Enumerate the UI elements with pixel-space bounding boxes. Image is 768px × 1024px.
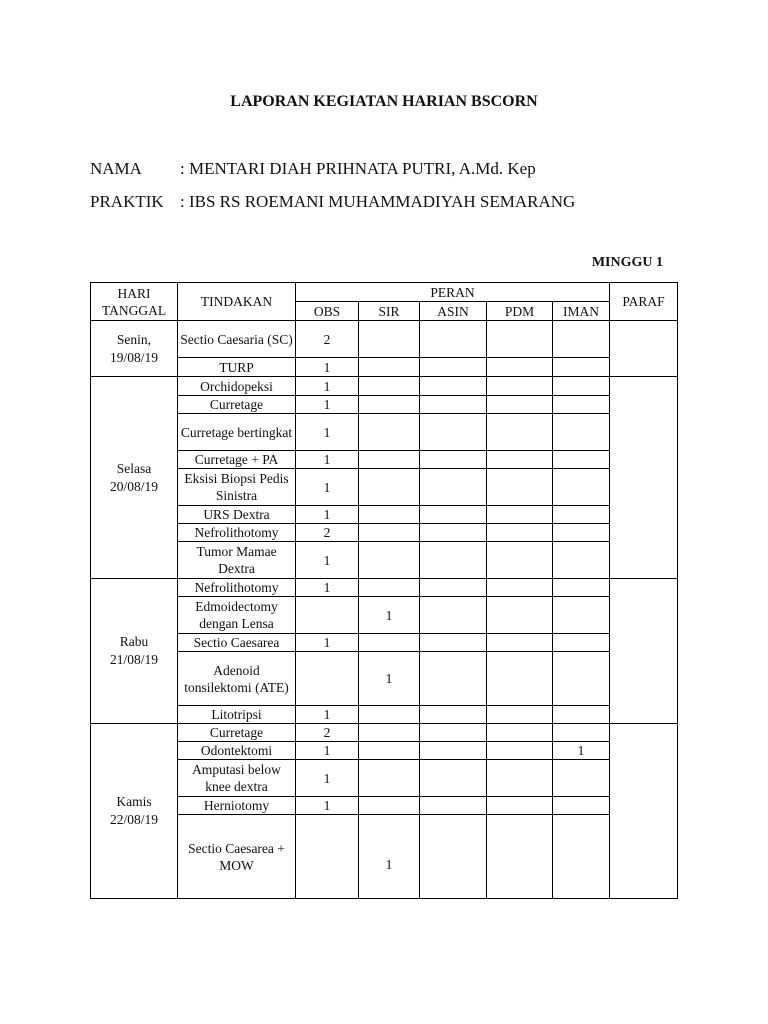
asin-cell — [420, 542, 487, 579]
iman-cell — [553, 414, 610, 451]
paraf-cell — [610, 579, 678, 724]
asin-cell — [420, 414, 487, 451]
iman-cell — [553, 321, 610, 358]
header-peran: PERAN — [296, 283, 610, 302]
iman-cell — [553, 652, 610, 706]
asin-cell — [420, 506, 487, 524]
header-asin: ASIN — [420, 302, 487, 321]
asin-cell — [420, 706, 487, 724]
sir-cell — [359, 524, 420, 542]
sir-cell — [359, 706, 420, 724]
iman-cell — [553, 724, 610, 742]
obs-cell: 1 — [296, 706, 359, 724]
pdm-cell — [487, 396, 553, 414]
header-obs: OBS — [296, 302, 359, 321]
paraf-cell — [610, 724, 678, 899]
pdm-cell — [487, 451, 553, 469]
sir-cell — [359, 506, 420, 524]
pdm-cell — [487, 377, 553, 396]
tindakan-cell: Orchidopeksi — [178, 377, 296, 396]
header-hari: HARI — [117, 285, 151, 301]
iman-cell — [553, 358, 610, 377]
asin-cell — [420, 469, 487, 506]
asin-cell — [420, 579, 487, 597]
obs-cell: 1 — [296, 414, 359, 451]
tindakan-cell: Sectio Caesarea + MOW — [178, 815, 296, 899]
nama-label: NAMA — [90, 159, 142, 178]
table-row — [91, 579, 678, 597]
obs-cell: 1 — [296, 358, 359, 377]
iman-cell — [553, 579, 610, 597]
sir-cell — [359, 797, 420, 815]
day-cell — [91, 377, 178, 579]
asin-cell — [420, 724, 487, 742]
sir-cell — [359, 760, 420, 797]
tindakan-cell: Odontektomi — [178, 742, 296, 760]
nama-value: : MENTARI DIAH PRIHNATA PUTRI, A.Md. Kep — [180, 159, 536, 178]
iman-cell — [553, 634, 610, 652]
iman-cell — [553, 797, 610, 815]
iman-cell — [553, 760, 610, 797]
obs-cell — [296, 815, 359, 899]
obs-cell — [296, 597, 359, 634]
obs-cell: 1 — [296, 396, 359, 414]
sir-cell — [359, 321, 420, 358]
table-row — [91, 321, 678, 358]
pdm-cell — [487, 742, 553, 760]
paraf-cell — [610, 321, 678, 377]
tindakan-cell: Curretage — [178, 724, 296, 742]
day-cell — [91, 724, 178, 899]
tindakan-cell: Curretage + PA — [178, 451, 296, 469]
tindakan-cell: Edmoidectomy dengan Lensa — [178, 597, 296, 634]
pdm-cell — [487, 815, 553, 899]
tindakan-cell: Nefrolithotomy — [178, 524, 296, 542]
table-row — [91, 542, 678, 579]
asin-cell — [420, 815, 487, 899]
pdm-cell — [487, 469, 553, 506]
pdm-cell — [487, 597, 553, 634]
paraf-cell — [610, 377, 678, 579]
obs-cell: 1 — [296, 377, 359, 396]
pdm-cell — [487, 706, 553, 724]
day-date: 19/08/19 — [109, 349, 158, 365]
sir-cell — [359, 396, 420, 414]
pdm-cell — [487, 414, 553, 451]
tindakan-cell: Tumor Mamae Dextra — [178, 542, 296, 579]
obs-cell: 2 — [296, 524, 359, 542]
obs-cell: 1 — [296, 451, 359, 469]
pdm-cell — [487, 760, 553, 797]
iman-cell — [553, 706, 610, 724]
header-iman: IMAN — [553, 302, 610, 321]
iman-cell — [553, 377, 610, 396]
tindakan-cell: Curretage — [178, 396, 296, 414]
obs-cell: 1 — [296, 579, 359, 597]
header-pdm: PDM — [487, 302, 553, 321]
header-tindakan: TINDAKAN — [178, 283, 296, 321]
asin-cell — [420, 358, 487, 377]
sir-cell — [359, 634, 420, 652]
table-row — [91, 506, 678, 524]
activity-table — [90, 282, 678, 899]
tindakan-cell: Curretage bertingkat — [178, 414, 296, 451]
sir-cell — [359, 579, 420, 597]
iman-cell — [553, 469, 610, 506]
header-hari-tanggal — [91, 283, 178, 321]
praktik-value: : IBS RS ROEMANI MUHAMMADIYAH SEMARANG — [180, 192, 576, 211]
iman-cell: 1 — [553, 742, 610, 760]
table-row — [91, 706, 678, 724]
sir-cell: 1 — [359, 652, 420, 706]
day-cell — [91, 579, 178, 724]
document-title: LAPORAN KEGIATAN HARIAN BSCORN — [230, 93, 538, 110]
iman-cell — [553, 396, 610, 414]
table-row — [91, 396, 678, 414]
day-date: 20/08/19 — [109, 478, 158, 494]
obs-cell: 2 — [296, 321, 359, 358]
iman-cell — [553, 597, 610, 634]
pdm-cell — [487, 797, 553, 815]
day-date: 22/08/19 — [109, 812, 158, 827]
table-row — [91, 524, 678, 542]
tindakan-cell: Amputasi below knee dextra — [178, 760, 296, 797]
asin-cell — [420, 652, 487, 706]
asin-cell — [420, 524, 487, 542]
table-row — [91, 469, 678, 506]
iman-cell — [553, 506, 610, 524]
iman-cell — [553, 524, 610, 542]
table-row — [91, 634, 678, 652]
iman-cell — [553, 451, 610, 469]
day-cell — [91, 321, 178, 377]
header-tanggal: TANGGAL — [101, 302, 167, 318]
table-body — [91, 321, 678, 899]
tindakan-cell: Herniotomy — [178, 797, 296, 815]
table-row — [91, 377, 678, 396]
asin-cell — [420, 760, 487, 797]
obs-cell: 1 — [296, 742, 359, 760]
obs-cell: 2 — [296, 724, 359, 742]
pdm-cell — [487, 652, 553, 706]
week-label: MINGGU 1 — [591, 255, 663, 270]
asin-cell — [420, 396, 487, 414]
asin-cell — [420, 742, 487, 760]
iman-cell — [553, 542, 610, 579]
pdm-cell — [487, 506, 553, 524]
obs-cell: 1 — [296, 469, 359, 506]
pdm-cell — [487, 724, 553, 742]
asin-cell — [420, 797, 487, 815]
praktik-row — [90, 192, 575, 212]
tindakan-cell: Sectio Caesaria (SC) — [178, 321, 296, 358]
obs-cell — [296, 652, 359, 706]
day-name: Kamis — [116, 794, 152, 809]
day-date: 21/08/19 — [109, 652, 158, 667]
table-row — [91, 652, 678, 706]
obs-cell: 1 — [296, 760, 359, 797]
asin-cell — [420, 377, 487, 396]
praktik-label: PRAKTIK — [90, 192, 164, 211]
iman-cell — [553, 815, 610, 899]
pdm-cell — [487, 634, 553, 652]
sir-cell — [359, 724, 420, 742]
asin-cell — [420, 634, 487, 652]
header-sir: SIR — [359, 302, 420, 321]
table-row — [91, 451, 678, 469]
tindakan-cell: Litotripsi — [178, 706, 296, 724]
obs-cell: 1 — [296, 797, 359, 815]
pdm-cell — [487, 542, 553, 579]
pdm-cell — [487, 358, 553, 377]
sir-cell — [359, 414, 420, 451]
day-name: Rabu — [119, 634, 149, 649]
table-row — [91, 597, 678, 634]
tindakan-cell: Adenoid tonsilektomi (ATE) — [178, 652, 296, 706]
asin-cell — [420, 321, 487, 358]
table-row — [91, 760, 678, 797]
pdm-cell — [487, 321, 553, 358]
day-name: Senin, — [116, 331, 152, 347]
table-row — [91, 815, 678, 899]
obs-cell: 1 — [296, 506, 359, 524]
asin-cell — [420, 451, 487, 469]
sir-cell — [359, 469, 420, 506]
tindakan-cell: Eksisi Biopsi Pedis Sinistra — [178, 469, 296, 506]
obs-cell: 1 — [296, 634, 359, 652]
tindakan-cell: Nefrolithotomy — [178, 579, 296, 597]
tindakan-cell: TURP — [178, 358, 296, 377]
sir-cell — [359, 742, 420, 760]
table-row — [91, 358, 678, 377]
header-paraf: PARAF — [610, 283, 678, 321]
day-name: Selasa — [116, 460, 152, 476]
obs-cell: 1 — [296, 542, 359, 579]
sir-cell: 1 — [359, 597, 420, 634]
tindakan-cell: Sectio Caesarea — [178, 634, 296, 652]
sir-cell — [359, 451, 420, 469]
tindakan-cell: URS Dextra — [178, 506, 296, 524]
sir-cell: 1 — [359, 815, 420, 899]
pdm-cell — [487, 524, 553, 542]
nama-row — [90, 159, 536, 179]
table-row — [91, 724, 678, 742]
sir-cell — [359, 542, 420, 579]
table-row — [91, 797, 678, 815]
table-row — [91, 742, 678, 760]
asin-cell — [420, 597, 487, 634]
table-row — [91, 414, 678, 451]
sir-cell — [359, 358, 420, 377]
pdm-cell — [487, 579, 553, 597]
sir-cell — [359, 377, 420, 396]
